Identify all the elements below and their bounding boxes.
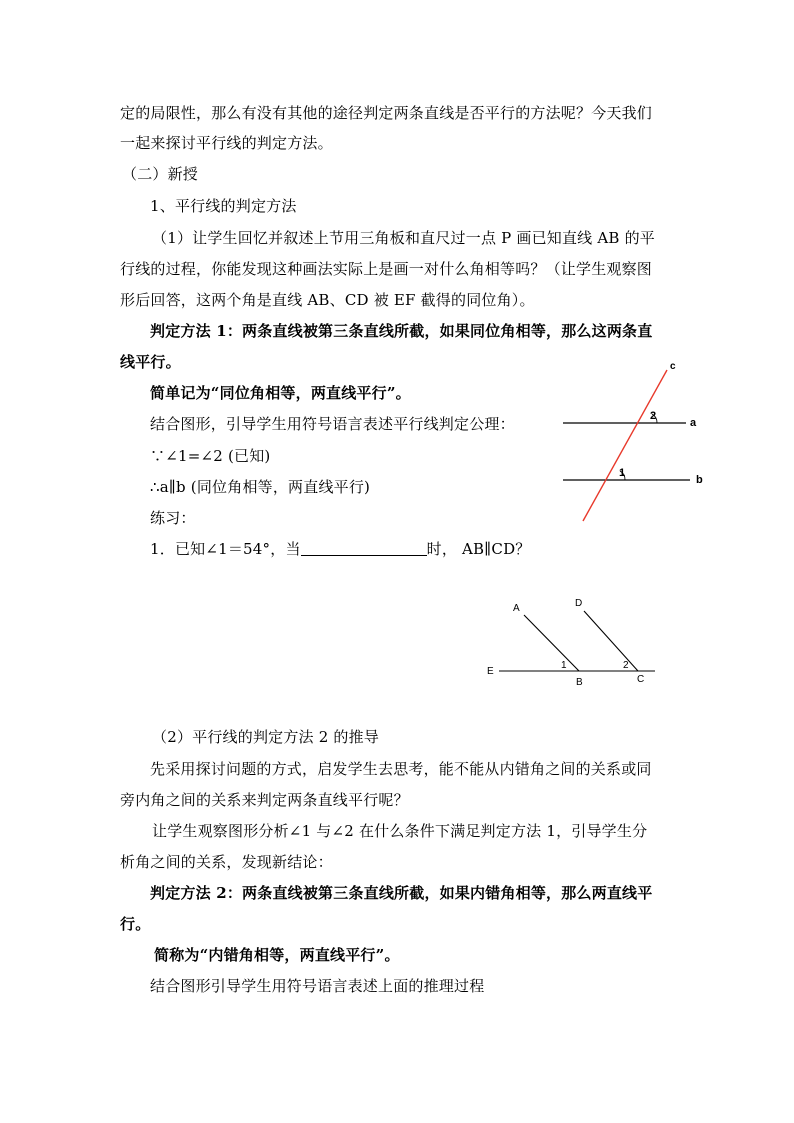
- label-angle-1: 1: [561, 660, 567, 671]
- label-C: C: [637, 674, 645, 685]
- question1-line1: （1）让学生回忆并叙述上节用三角板和直尺过一点 P 画已知直线 AB 的平: [152, 229, 655, 247]
- label-angle-2: 2: [623, 660, 629, 671]
- guide-text: 结合图形，引导学生用符号语言表述平行线判定公理：: [150, 415, 515, 433]
- label-angle-2: 2: [650, 410, 657, 422]
- label-b: b: [696, 474, 703, 486]
- question1-line3: 形后回答，这两个角是直线 AB、CD 被 EF 截得的同位角）。: [120, 291, 535, 309]
- line-ab: [524, 615, 579, 671]
- figure-exercise-parallel: [480, 590, 670, 690]
- label-B: B: [576, 677, 583, 688]
- section-heading: （二）新授: [122, 165, 199, 183]
- method1-short-form: 简单记为“同位角相等，两直线平行”。: [150, 384, 411, 402]
- label-c: c: [670, 361, 676, 372]
- method2-statement-line2: 行。: [120, 915, 151, 933]
- label-D: D: [575, 598, 583, 609]
- because-statement: ∵∠1=∠2 (已知): [150, 447, 271, 465]
- exercise-suffix: 时， AB∥CD？: [426, 540, 531, 558]
- label-angle-1: 1: [619, 467, 626, 479]
- line-c-transversal: [583, 370, 667, 521]
- therefore-statement: ∴a∥b (同位角相等，两直线平行): [150, 478, 371, 496]
- question2-line4: 析角之间的关系，发现新结论：: [120, 853, 333, 871]
- final-instruction: 结合图形引导学生用符号语言表述上面的推理过程: [150, 977, 485, 995]
- label-A: A: [513, 603, 520, 614]
- exercise-1: [150, 539, 531, 559]
- question2-line2: 旁内角之间的关系来判定两条直线平行呢？: [120, 791, 409, 809]
- method2-short-form: 简称为“内错角相等，两直线平行”。: [154, 946, 400, 964]
- label-a: a: [690, 417, 697, 429]
- question2-line3: 让学生观察图形分析∠1 与∠2 在什么条件下满足判定方法 1，引导学生分: [152, 822, 648, 840]
- line-dc: [584, 611, 638, 671]
- question1-line2: 行线的过程，你能发现这种画法实际上是画一对什么角相等吗？（让学生观察图: [120, 260, 653, 278]
- answer-blank: [301, 540, 427, 556]
- question2-title: （2）平行线的判定方法 2 的推导: [152, 728, 380, 746]
- method1-statement-line2: 线平行。: [120, 353, 181, 371]
- practice-label: 练习：: [150, 509, 196, 527]
- method2-statement-line1: 判定方法 2：两条直线被第三条直线所截，如果内错角相等，那么两直线平: [150, 884, 653, 902]
- question2-line1: 先采用探讨问题的方式，启发学生去思考，能不能从内错角之间的关系或同: [150, 760, 652, 778]
- subsection-heading: 1、平行线的判定方法: [150, 197, 297, 215]
- figure-parallel-lines-transversal: [555, 360, 715, 530]
- method1-statement-line1: 判定方法 1：两条直线被第三条直线所截，如果同位角相等，那么这两条直: [150, 322, 653, 340]
- paragraph-intro-line2: 一起来探讨平行线的判定方法。: [120, 134, 333, 152]
- label-E: E: [487, 666, 494, 677]
- exercise-prefix: 1．已知∠1＝54°，当: [150, 540, 301, 558]
- paragraph-intro-line1: 定的局限性，那么有没有其他的途径判定两条直线是否平行的方法呢？今天我们: [120, 104, 653, 122]
